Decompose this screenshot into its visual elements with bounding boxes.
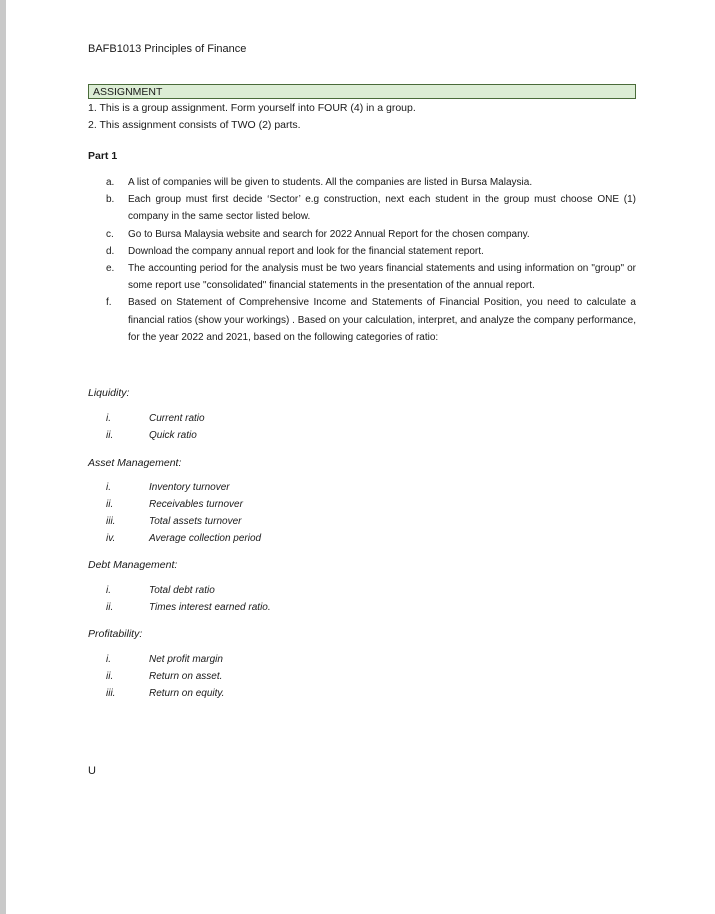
ratio-number: iv. <box>106 533 116 544</box>
assignment-note: 1. This is a group assignment. Form yourself into FOUR (4) in a group. <box>88 102 416 114</box>
ratio-name: Inventory turnover <box>149 482 230 493</box>
ratio-name: Net profit margin <box>149 654 223 665</box>
item-text: Based on Statement of Comprehensive Income and Statements of Financial Position, you need to calculate a financial ratios (show your workings) . Based on your calculation, interpret, and analyze the company performance, for the year 2022 and 2021, based on the following categories of ratio: <box>128 297 636 343</box>
ratio-number: ii. <box>106 671 114 682</box>
item-text: A list of companies will be given to students. All the companies are listed in Bursa Malaysia. <box>128 177 533 188</box>
ratio-number: i. <box>106 482 111 493</box>
list-item <box>106 260 636 294</box>
ratio-number: ii. <box>106 602 114 613</box>
stray-character: U <box>88 765 96 777</box>
item-text: The accounting period for the analysis must be two years financial statements and using information on "group" or some report use "consolidated" financial statements in the presentation of the annual report. <box>128 263 636 292</box>
ratio-name: Times interest earned ratio. <box>149 602 271 613</box>
list-item <box>106 294 636 346</box>
item-text: Download the company annual report and look for the financial statement report. <box>128 245 484 257</box>
ratio-number: i. <box>106 654 111 665</box>
ratio-name: Total debt ratio <box>149 585 215 596</box>
ratio-number: iii. <box>106 688 116 699</box>
item-label: c. <box>106 228 114 240</box>
ratio-name: Average collection period <box>149 533 262 544</box>
assignment-banner <box>88 84 636 99</box>
ratio-name: Quick ratio <box>149 430 197 441</box>
list-item <box>106 174 636 191</box>
course-title: BAFB1013 Principles of Finance <box>88 43 247 55</box>
ratio-name: Return on asset. <box>149 671 223 682</box>
assignment-heading: ASSIGNMENT <box>93 86 163 98</box>
item-label: d. <box>106 245 115 257</box>
ratio-name: Current ratio <box>149 413 205 424</box>
instruction-list <box>106 174 636 346</box>
ratio-name: Receivables turnover <box>149 499 243 510</box>
assignment-note: 2. This assignment consists of TWO (2) parts. <box>88 119 301 131</box>
ratio-number: i. <box>106 585 111 596</box>
category-heading: Asset Management: <box>88 457 182 469</box>
category-heading: Debt Management: <box>88 559 178 571</box>
document-page <box>6 0 715 914</box>
ratio-number: iii. <box>106 516 116 527</box>
list-item <box>106 243 636 260</box>
list-item <box>106 226 636 243</box>
item-text: Each group must first decide ‘Sector’ e.g construction, next each student in the group must choose ONE (1) company in the same sector listed below. <box>128 194 636 223</box>
item-label: f. <box>106 297 112 309</box>
ratio-name: Total assets turnover <box>149 516 242 527</box>
ratio-number: ii. <box>106 430 114 441</box>
item-label: a. <box>106 177 115 188</box>
category-heading: Profitability: <box>88 628 143 640</box>
part-heading: Part 1 <box>88 150 118 162</box>
item-label: e. <box>106 263 115 275</box>
item-text: Go to Bursa Malaysia website and search for 2022 Annual Report for the chosen company. <box>128 228 530 240</box>
item-label: b. <box>106 194 115 206</box>
list-item <box>106 191 636 225</box>
ratio-number: ii. <box>106 499 114 510</box>
ratio-name: Return on equity. <box>149 688 225 699</box>
ratio-number: i. <box>106 413 111 424</box>
category-heading: Liquidity: <box>88 387 130 399</box>
